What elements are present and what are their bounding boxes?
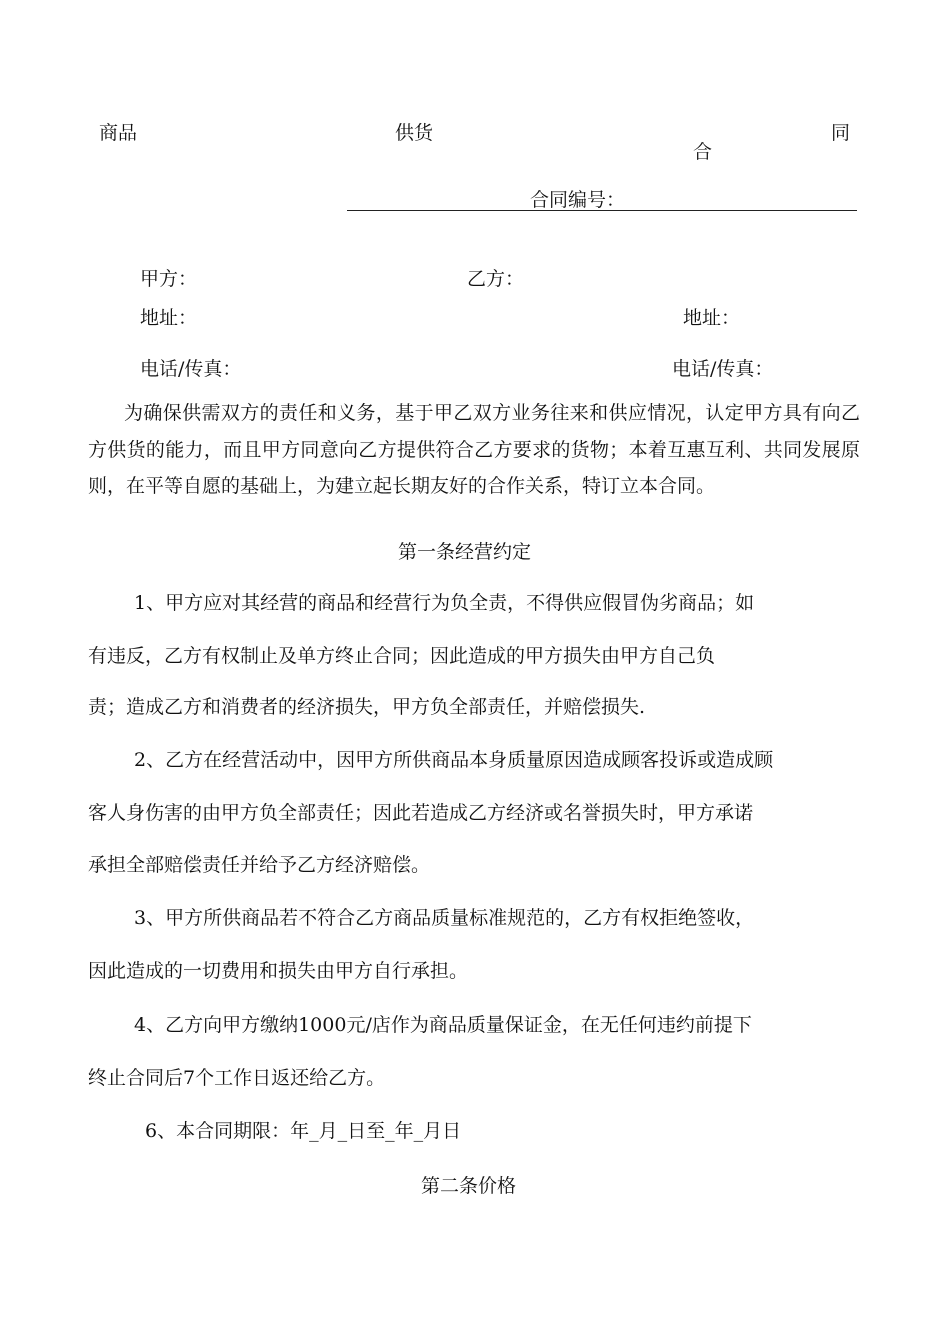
- intro-paragraph: 为确保供需双方的责任和义务，基于甲乙双方业务往来和供应情况，认定甲方具有向乙方供货的能力，而且甲方同意向乙方提供符合乙方要求的货物；本着互惠互利、共同发展原则，在平等自愿的基础上，为建立起长期友好的合作关系，特订立本合同。: [88, 402, 860, 497]
- party-a-phone-label: 电话/传真：: [140, 358, 242, 380]
- party-a-label: 甲方：: [140, 268, 198, 290]
- party-a-address-label: 地址：: [140, 307, 198, 329]
- clause-1-line-1: 1、甲方应对其经营的商品和经营行为负全责，不得供应假冒伪劣商品；如: [134, 592, 755, 614]
- clause-1-line-2: 有违反，乙方有权制止及单方终止合同；因此造成的甲方损失由甲方自己负: [88, 645, 716, 667]
- contract-number-label: 合同编号：: [530, 189, 626, 211]
- title-part-3: 合: [693, 141, 713, 163]
- title-part-1: 商品: [99, 122, 138, 144]
- clause-3-line-2: 因此造成的一切费用和损失由甲方自行承担。: [88, 960, 469, 982]
- clause-4-line-1: 4、乙方向甲方缴纳1000元/店作为商品质量保证金，在无任何违约前提下: [134, 1014, 752, 1036]
- contract-number-underline: [347, 210, 857, 211]
- party-b-address-label: 地址：: [683, 307, 741, 329]
- title-part-2: 供货: [395, 122, 434, 144]
- clause-2-line-3: 承担全部赔偿责任并给予乙方经济赔偿。: [88, 854, 431, 876]
- clause-4-line-2: 终止合同后7个工作日返还给乙方。: [88, 1067, 386, 1089]
- section-1-heading: 第一条经营约定: [398, 541, 532, 563]
- clause-2-line-1: 2、乙方在经营活动中，因甲方所供商品本身质量原因造成顾客投诉或造成顾: [134, 749, 774, 771]
- clause-3-line-1: 3、甲方所供商品若不符合乙方商品质量标准规范的，乙方有权拒绝签收，: [134, 907, 755, 929]
- section-2-heading: 第二条价格: [421, 1175, 517, 1197]
- clause-1-line-3: 责；造成乙方和消费者的经济损失，甲方负全部责任，并赔偿损失.: [88, 696, 646, 718]
- party-b-phone-label: 电话/传真：: [672, 358, 774, 380]
- clause-6: 6、本合同期限：年_月_日至_年_月日: [145, 1120, 462, 1142]
- title-part-4: 同: [831, 122, 851, 144]
- clause-2-line-2: 客人身伤害的由甲方负全部责任；因此若造成乙方经济或名誉损失时，甲方承诺: [88, 802, 754, 824]
- party-b-label: 乙方：: [467, 268, 525, 290]
